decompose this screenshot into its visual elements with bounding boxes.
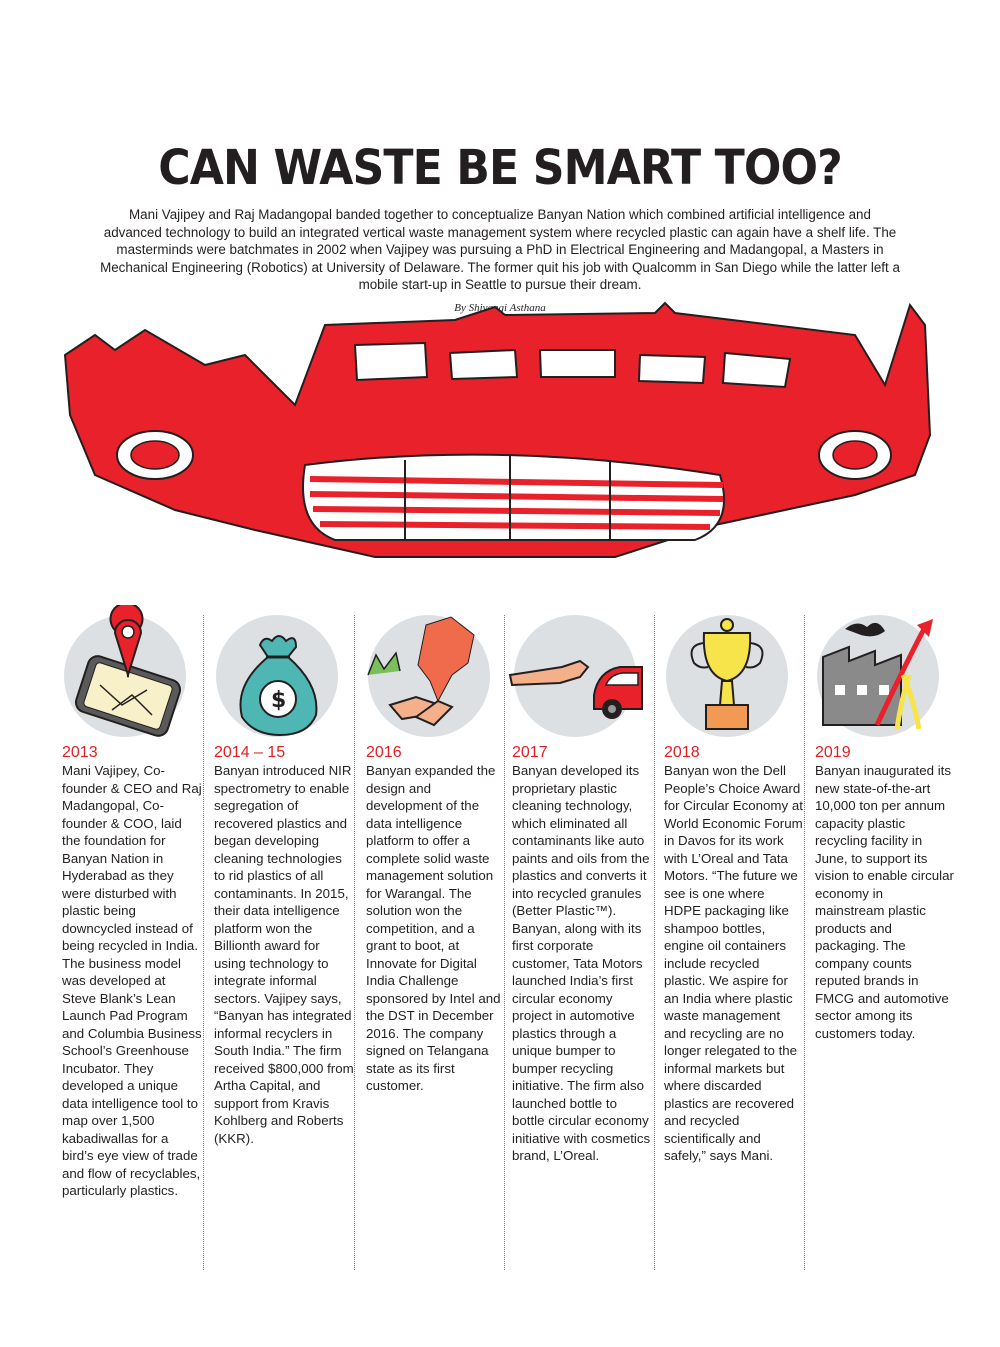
icon-circle [817, 615, 939, 737]
entry-text: Banyan won the Dell People’s Choice Award for Circular Economy at World Economic Forum in Davos for its work with L’Oreal and Tata Motors. “The future we see is one where HDPE packaging like shampoo bottles, engine oil containers include recycled plastic. We aspire for an India where plastic waste management and recycling are no longer relegated to the informal markets but where discarded plastics are recovered and recycled scientifically and safely,” says Mani. [664, 763, 803, 1163]
timeline-entry-2018 [664, 615, 804, 1165]
headline: CAN WASTE BE SMART TOO? [158, 140, 842, 196]
byline: By Shivangi Asthana [454, 302, 546, 314]
entry-text: Banyan developed its proprietary plastic cleaning technology, which eliminated all contaminants like auto paints and oils from the plastics and converts it into recycled granules (Better Plastic™). Banyan, along with its first corporate customer, Tata Motors launched India’s first circular economy project in automotive plastics through a unique bumper to bumper recycling initiative. The firm also launched bottle to bottle circular economy initiative with cosmetics brand, L’Oreal. [512, 763, 651, 1163]
factory-ribbon-icon [805, 605, 951, 747]
icon-circle [216, 615, 338, 737]
icon-circle [64, 615, 186, 737]
icon-circle [666, 615, 788, 737]
icon-circle [514, 615, 636, 737]
column-divider [354, 615, 355, 1270]
red-bumper-illustration [55, 295, 940, 595]
map-pin-phone-icon [52, 605, 198, 747]
entry-text: Banyan inaugurated its new state-of-the-art 10,000 ton per annum capacity plastic recycling facility in June, to support its vision to enable circular economy in mainstream plastic products and packaging. The company counts reputed brands in FMCG and automotive sector among its customers today. [815, 763, 954, 1041]
timeline-entry-2019 [815, 615, 955, 1042]
intro-paragraph: Mani Vajipey and Raj Madangopal banded together to conceptualize Banyan Nation which combined artificial intelligence and advanced technology to build an integrated vertical waste management system where recycled plastic can again have a shelf life. The masterminds were batchmates in 2002 when Vajipey was pursuing a PhD in Electrical Engineering and Madangopal, a Masters in Mechanical Engineering (Robotics) at University of Delaware. The former quit his job with Qualcomm in San Diego while the latter left a mobile start-up in Seattle to pursue their dream. [100, 207, 900, 292]
entry-text: Mani Vajipey, Co-founder & CEO and Raj Madangopal, Co-founder & COO, laid the foundation for Banyan Nation in Hyderabad as they were disturbed with plastic being downcycled instead of being recycled in India. The business model was developed at Steve Blank’s Lean Launch Pad Program and Columbia Business School’s Greenhouse Incubator. They developed a unique data intelligence tool to map over 1,500 kabadiwallas for a bird’s eye view of trade and flow of recyclables, particularly plastics. [62, 763, 202, 1198]
money-bag-icon [204, 605, 350, 747]
handshake-map-icon [356, 605, 502, 747]
year-label: 2016 [366, 744, 402, 761]
timeline-entry-2013 [62, 615, 202, 1200]
hand-car-icon [502, 605, 648, 747]
icon-circle [368, 615, 490, 737]
year-label: 2018 [664, 744, 700, 761]
year-label: 2013 [62, 744, 98, 761]
entry-text: Banyan introduced NIR spectrometry to enable segregation of recovered plastics and began developing cleaning technologies to rid plastics of all contaminants. In 2015, their data intelligence platform won the Billionth award for using technology to integrate informal sectors. Vajipey says, “Banyan has integrated informal recyclers in South India.” The firm received $800,000 from Artha Capital, and support from Kravis Kohlberg and Roberts (KKR). [214, 763, 354, 1146]
trophy-icon [654, 605, 800, 747]
year-label: 2014 – 15 [214, 744, 286, 761]
svg-text:$: $ [271, 688, 287, 713]
timeline-entry-2016 [366, 615, 506, 1095]
year-label: 2019 [815, 744, 851, 761]
year-label: 2017 [512, 744, 548, 761]
timeline-entry-2017 [512, 615, 652, 1165]
timeline-entry-2014-15 [214, 615, 354, 1147]
entry-text: Banyan expanded the design and development of the data intelligence platform to offer a complete solid waste management solution for Warangal. The solution won the competition, and a grant to boot, at Innovate for Digital India Challenge sponsored by Intel and the DST in December 2016. The company signed on Telangana state as its first customer. [366, 763, 501, 1093]
